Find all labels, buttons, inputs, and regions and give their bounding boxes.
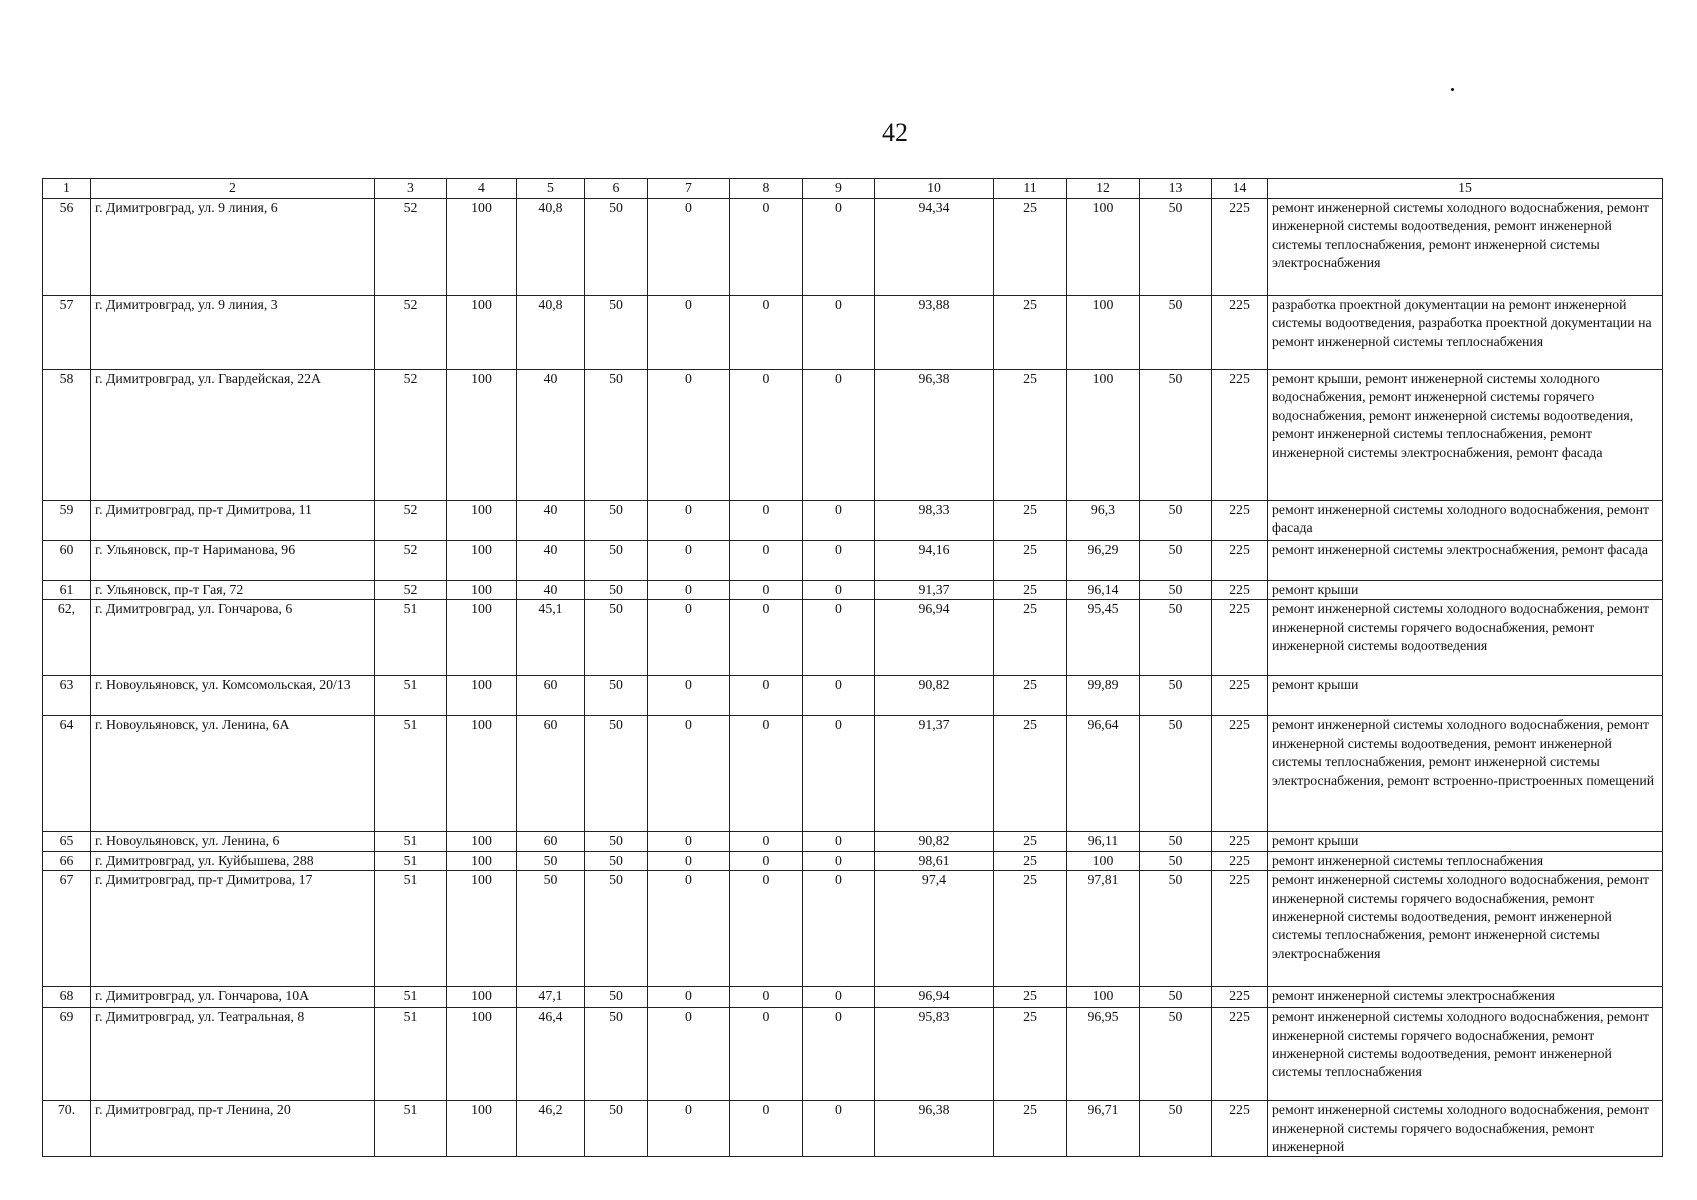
page-number: 42 — [882, 118, 908, 147]
value-cell-col-14: 225 — [1212, 581, 1268, 600]
value-cell-col-7: 0 — [648, 716, 730, 832]
value-cell-col-10: 96,94 — [875, 600, 994, 676]
value-cell-col-7: 0 — [648, 851, 730, 870]
row-number: 58 — [43, 370, 91, 501]
value-cell-col-14: 225 — [1212, 370, 1268, 501]
table-row — [43, 501, 1663, 541]
value-cell-col-13: 50 — [1140, 501, 1212, 541]
table-row — [43, 541, 1663, 581]
value-cell-col-3: 51 — [375, 716, 447, 832]
column-header: 9 — [803, 179, 875, 199]
value-cell-col-9: 0 — [803, 1101, 875, 1157]
work-description-cell: ремонт инженерной системы холодного водоснабжения, ремонт инженерной системы горячего водоснабжения, ремонт инженерной системы водоотведения, ремонт инженерной системы теплоснабжения, ремонт инженерной системы электроснабжения — [1268, 871, 1663, 987]
value-cell-col-14: 225 — [1212, 676, 1268, 716]
value-cell-col-4: 100 — [447, 716, 517, 832]
value-cell-col-5: 40,8 — [517, 296, 585, 370]
value-cell-col-9: 0 — [803, 851, 875, 870]
value-cell-col-9: 0 — [803, 581, 875, 600]
value-cell-col-7: 0 — [648, 832, 730, 851]
value-cell-col-11: 25 — [994, 1008, 1067, 1101]
table-row — [43, 987, 1663, 1008]
value-cell-col-13: 50 — [1140, 716, 1212, 832]
address-cell: г. Димитровград, пр-т Ленина, 20 — [91, 1101, 375, 1157]
value-cell-col-10: 96,38 — [875, 370, 994, 501]
value-cell-col-3: 51 — [375, 987, 447, 1008]
work-description-cell: ремонт крыши — [1268, 832, 1663, 851]
value-cell-col-8: 0 — [730, 851, 803, 870]
value-cell-col-5: 60 — [517, 832, 585, 851]
value-cell-col-12: 96,29 — [1067, 541, 1140, 581]
row-number: 56 — [43, 199, 91, 296]
value-cell-col-9: 0 — [803, 501, 875, 541]
value-cell-col-11: 25 — [994, 296, 1067, 370]
value-cell-col-6: 50 — [585, 832, 648, 851]
value-cell-col-13: 50 — [1140, 851, 1212, 870]
value-cell-col-11: 25 — [994, 987, 1067, 1008]
value-cell-col-10: 91,37 — [875, 581, 994, 600]
value-cell-col-8: 0 — [730, 716, 803, 832]
value-cell-col-6: 50 — [585, 676, 648, 716]
value-cell-col-8: 0 — [730, 600, 803, 676]
value-cell-col-9: 0 — [803, 871, 875, 987]
value-cell-col-3: 51 — [375, 676, 447, 716]
work-description-cell: ремонт крыши — [1268, 581, 1663, 600]
work-description-cell: ремонт инженерной системы холодного водоснабжения, ремонт инженерной системы горячего водоснабжения, ремонт инженерной системы водоотведения — [1268, 600, 1663, 676]
value-cell-col-9: 0 — [803, 676, 875, 716]
value-cell-col-6: 50 — [585, 600, 648, 676]
value-cell-col-7: 0 — [648, 199, 730, 296]
value-cell-col-7: 0 — [648, 676, 730, 716]
value-cell-col-3: 51 — [375, 1101, 447, 1157]
row-number: 69 — [43, 1008, 91, 1101]
value-cell-col-12: 96,71 — [1067, 1101, 1140, 1157]
value-cell-col-14: 225 — [1212, 851, 1268, 870]
value-cell-col-12: 96,3 — [1067, 501, 1140, 541]
value-cell-col-12: 95,45 — [1067, 600, 1140, 676]
value-cell-col-4: 100 — [447, 676, 517, 716]
table-row — [43, 851, 1663, 870]
value-cell-col-9: 0 — [803, 716, 875, 832]
value-cell-col-12: 100 — [1067, 851, 1140, 870]
table-row — [43, 716, 1663, 832]
value-cell-col-6: 50 — [585, 501, 648, 541]
column-header: 4 — [447, 179, 517, 199]
address-cell: г. Димитровград, ул. Гончарова, 10А — [91, 987, 375, 1008]
value-cell-col-6: 50 — [585, 871, 648, 987]
value-cell-col-6: 50 — [585, 851, 648, 870]
value-cell-col-5: 60 — [517, 676, 585, 716]
column-header: 5 — [517, 179, 585, 199]
value-cell-col-13: 50 — [1140, 987, 1212, 1008]
value-cell-col-7: 0 — [648, 501, 730, 541]
value-cell-col-14: 225 — [1212, 199, 1268, 296]
value-cell-col-10: 98,61 — [875, 851, 994, 870]
value-cell-col-10: 97,4 — [875, 871, 994, 987]
value-cell-col-9: 0 — [803, 600, 875, 676]
value-cell-col-10: 94,34 — [875, 199, 994, 296]
value-cell-col-4: 100 — [447, 1101, 517, 1157]
value-cell-col-12: 100 — [1067, 199, 1140, 296]
value-cell-col-7: 0 — [648, 370, 730, 501]
value-cell-col-12: 100 — [1067, 296, 1140, 370]
table-row — [43, 676, 1663, 716]
table-row — [43, 581, 1663, 600]
value-cell-col-5: 60 — [517, 716, 585, 832]
row-number: 60 — [43, 541, 91, 581]
row-number: 61 — [43, 581, 91, 600]
row-number: 63 — [43, 676, 91, 716]
address-cell: г. Новоульяновск, ул. Комсомольская, 20/13 — [91, 676, 375, 716]
scan-speck — [1451, 88, 1454, 91]
work-description-cell: ремонт инженерной системы электроснабжения — [1268, 987, 1663, 1008]
value-cell-col-3: 52 — [375, 199, 447, 296]
value-cell-col-10: 94,16 — [875, 541, 994, 581]
column-header: 1 — [43, 179, 91, 199]
table-row — [43, 1008, 1663, 1101]
value-cell-col-4: 100 — [447, 541, 517, 581]
column-header: 15 — [1268, 179, 1663, 199]
value-cell-col-4: 100 — [447, 987, 517, 1008]
value-cell-col-14: 225 — [1212, 716, 1268, 832]
row-number: 68 — [43, 987, 91, 1008]
table-row — [43, 832, 1663, 851]
value-cell-col-12: 96,14 — [1067, 581, 1140, 600]
value-cell-col-3: 51 — [375, 871, 447, 987]
value-cell-col-3: 52 — [375, 296, 447, 370]
value-cell-col-5: 45,1 — [517, 600, 585, 676]
value-cell-col-11: 25 — [994, 199, 1067, 296]
work-description-cell: ремонт инженерной системы холодного водоснабжения, ремонт инженерной системы водоотведения, ремонт инженерной системы теплоснабжения, ремонт инженерной системы электроснабжения, ремонт встроенно-пристроенных помещений — [1268, 716, 1663, 832]
value-cell-col-3: 51 — [375, 600, 447, 676]
value-cell-col-11: 25 — [994, 501, 1067, 541]
value-cell-col-6: 50 — [585, 296, 648, 370]
address-cell: г. Димитровград, ул. Гвардейская, 22А — [91, 370, 375, 501]
row-number: 59 — [43, 501, 91, 541]
value-cell-col-7: 0 — [648, 581, 730, 600]
value-cell-col-3: 52 — [375, 581, 447, 600]
value-cell-col-10: 96,94 — [875, 987, 994, 1008]
value-cell-col-8: 0 — [730, 676, 803, 716]
work-description-cell: ремонт крыши, ремонт инженерной системы холодного водоснабжения, ремонт инженерной системы горячего водоснабжения, ремонт инженерной системы водоотведения, ремонт инженерной системы теплоснабжения, ремонт инженерной системы электроснабжения, ремонт фасада — [1268, 370, 1663, 501]
value-cell-col-8: 0 — [730, 1008, 803, 1101]
column-header: 13 — [1140, 179, 1212, 199]
value-cell-col-12: 96,11 — [1067, 832, 1140, 851]
work-description-cell: ремонт инженерной системы холодного водоснабжения, ремонт фасада — [1268, 501, 1663, 541]
value-cell-col-8: 0 — [730, 987, 803, 1008]
table-row — [43, 871, 1663, 987]
value-cell-col-6: 50 — [585, 581, 648, 600]
value-cell-col-5: 40 — [517, 541, 585, 581]
value-cell-col-14: 225 — [1212, 1101, 1268, 1157]
value-cell-col-9: 0 — [803, 541, 875, 581]
repair-program-table — [42, 178, 1663, 1157]
value-cell-col-13: 50 — [1140, 676, 1212, 716]
value-cell-col-14: 225 — [1212, 871, 1268, 987]
column-header: 6 — [585, 179, 648, 199]
header-row — [43, 179, 1663, 199]
value-cell-col-3: 51 — [375, 1008, 447, 1101]
value-cell-col-6: 50 — [585, 1008, 648, 1101]
address-cell: г. Новоульяновск, ул. Ленина, 6А — [91, 716, 375, 832]
address-cell: г. Димитровград, ул. 9 линия, 3 — [91, 296, 375, 370]
address-cell: г. Ульяновск, пр-т Гая, 72 — [91, 581, 375, 600]
column-header: 12 — [1067, 179, 1140, 199]
column-header: 10 — [875, 179, 994, 199]
row-number: 66 — [43, 851, 91, 870]
address-cell: г. Димитровград, ул. 9 линия, 6 — [91, 199, 375, 296]
value-cell-col-5: 46,2 — [517, 1101, 585, 1157]
value-cell-col-13: 50 — [1140, 1008, 1212, 1101]
value-cell-col-14: 225 — [1212, 987, 1268, 1008]
table-row — [43, 600, 1663, 676]
value-cell-col-11: 25 — [994, 851, 1067, 870]
address-cell: г. Димитровград, пр-т Димитрова, 11 — [91, 501, 375, 541]
value-cell-col-13: 50 — [1140, 370, 1212, 501]
table-row — [43, 296, 1663, 370]
value-cell-col-13: 50 — [1140, 296, 1212, 370]
value-cell-col-8: 0 — [730, 1101, 803, 1157]
value-cell-col-9: 0 — [803, 1008, 875, 1101]
table-row — [43, 1101, 1663, 1157]
value-cell-col-5: 47,1 — [517, 987, 585, 1008]
value-cell-col-3: 52 — [375, 370, 447, 501]
table-body — [43, 199, 1663, 1157]
value-cell-col-14: 225 — [1212, 296, 1268, 370]
work-description-cell: ремонт инженерной системы теплоснабжения — [1268, 851, 1663, 870]
row-number: 57 — [43, 296, 91, 370]
table-row — [43, 370, 1663, 501]
value-cell-col-10: 95,83 — [875, 1008, 994, 1101]
value-cell-col-4: 100 — [447, 501, 517, 541]
value-cell-col-6: 50 — [585, 541, 648, 581]
value-cell-col-6: 50 — [585, 1101, 648, 1157]
value-cell-col-7: 0 — [648, 1008, 730, 1101]
value-cell-col-11: 25 — [994, 600, 1067, 676]
value-cell-col-13: 50 — [1140, 871, 1212, 987]
value-cell-col-13: 50 — [1140, 832, 1212, 851]
value-cell-col-8: 0 — [730, 541, 803, 581]
value-cell-col-6: 50 — [585, 716, 648, 832]
column-header: 11 — [994, 179, 1067, 199]
value-cell-col-3: 52 — [375, 541, 447, 581]
value-cell-col-6: 50 — [585, 199, 648, 296]
value-cell-col-10: 91,37 — [875, 716, 994, 832]
value-cell-col-5: 40 — [517, 370, 585, 501]
value-cell-col-5: 40 — [517, 501, 585, 541]
value-cell-col-11: 25 — [994, 541, 1067, 581]
value-cell-col-8: 0 — [730, 296, 803, 370]
row-number: 64 — [43, 716, 91, 832]
value-cell-col-12: 97,81 — [1067, 871, 1140, 987]
value-cell-col-11: 25 — [994, 581, 1067, 600]
column-header: 2 — [91, 179, 375, 199]
value-cell-col-14: 225 — [1212, 832, 1268, 851]
value-cell-col-5: 50 — [517, 871, 585, 987]
value-cell-col-8: 0 — [730, 832, 803, 851]
row-number: 65 — [43, 832, 91, 851]
value-cell-col-3: 51 — [375, 851, 447, 870]
value-cell-col-13: 50 — [1140, 600, 1212, 676]
value-cell-col-12: 99,89 — [1067, 676, 1140, 716]
value-cell-col-4: 100 — [447, 851, 517, 870]
table-row — [43, 199, 1663, 296]
value-cell-col-7: 0 — [648, 987, 730, 1008]
value-cell-col-9: 0 — [803, 832, 875, 851]
value-cell-col-9: 0 — [803, 199, 875, 296]
value-cell-col-10: 93,88 — [875, 296, 994, 370]
row-number: 70. — [43, 1101, 91, 1157]
value-cell-col-14: 225 — [1212, 541, 1268, 581]
value-cell-col-6: 50 — [585, 370, 648, 501]
row-number: 67 — [43, 871, 91, 987]
value-cell-col-8: 0 — [730, 199, 803, 296]
value-cell-col-3: 51 — [375, 832, 447, 851]
value-cell-col-8: 0 — [730, 501, 803, 541]
column-header: 8 — [730, 179, 803, 199]
value-cell-col-6: 50 — [585, 987, 648, 1008]
address-cell: г. Ульяновск, пр-т Нариманова, 96 — [91, 541, 375, 581]
value-cell-col-4: 100 — [447, 370, 517, 501]
value-cell-col-4: 100 — [447, 871, 517, 987]
value-cell-col-3: 52 — [375, 501, 447, 541]
value-cell-col-11: 25 — [994, 832, 1067, 851]
value-cell-col-9: 0 — [803, 296, 875, 370]
column-header: 7 — [648, 179, 730, 199]
value-cell-col-7: 0 — [648, 1101, 730, 1157]
value-cell-col-14: 225 — [1212, 600, 1268, 676]
value-cell-col-4: 100 — [447, 199, 517, 296]
address-cell: г. Димитровград, ул. Куйбышева, 288 — [91, 851, 375, 870]
row-number: 62, — [43, 600, 91, 676]
work-description-cell: ремонт инженерной системы холодного водоснабжения, ремонт инженерной системы водоотведения, ремонт инженерной системы теплоснабжения, ремонт инженерной системы электроснабжения — [1268, 199, 1663, 296]
work-description-cell: ремонт инженерной системы холодного водоснабжения, ремонт инженерной системы горячего водоснабжения, ремонт инженерной системы водоотведения, ремонт инженерной системы теплоснабжения — [1268, 1008, 1663, 1101]
value-cell-col-4: 100 — [447, 296, 517, 370]
address-cell: г. Димитровград, ул. Гончарова, 6 — [91, 600, 375, 676]
address-cell: г. Димитровград, пр-т Димитрова, 17 — [91, 871, 375, 987]
value-cell-col-11: 25 — [994, 716, 1067, 832]
value-cell-col-5: 40 — [517, 581, 585, 600]
value-cell-col-7: 0 — [648, 871, 730, 987]
work-description-cell: ремонт крыши — [1268, 676, 1663, 716]
value-cell-col-11: 25 — [994, 1101, 1067, 1157]
value-cell-col-11: 25 — [994, 871, 1067, 987]
value-cell-col-10: 96,38 — [875, 1101, 994, 1157]
work-description-cell: разработка проектной документации на ремонт инженерной системы водоотведения, разработка проектной документации на ремонт инженерной системы теплоснабжения — [1268, 296, 1663, 370]
value-cell-col-8: 0 — [730, 370, 803, 501]
value-cell-col-8: 0 — [730, 581, 803, 600]
address-cell: г. Димитровград, ул. Театральная, 8 — [91, 1008, 375, 1101]
value-cell-col-10: 90,82 — [875, 676, 994, 716]
value-cell-col-13: 50 — [1140, 199, 1212, 296]
value-cell-col-13: 50 — [1140, 541, 1212, 581]
address-cell: г. Новоульяновск, ул. Ленина, 6 — [91, 832, 375, 851]
value-cell-col-5: 50 — [517, 851, 585, 870]
value-cell-col-13: 50 — [1140, 1101, 1212, 1157]
value-cell-col-11: 25 — [994, 676, 1067, 716]
value-cell-col-4: 100 — [447, 600, 517, 676]
value-cell-col-5: 46,4 — [517, 1008, 585, 1101]
work-description-cell: ремонт инженерной системы холодного водоснабжения, ремонт инженерной системы горячего водоснабжения, ремонт инженерной — [1268, 1101, 1663, 1157]
value-cell-col-8: 0 — [730, 871, 803, 987]
value-cell-col-7: 0 — [648, 541, 730, 581]
value-cell-col-13: 50 — [1140, 581, 1212, 600]
value-cell-col-12: 96,95 — [1067, 1008, 1140, 1101]
value-cell-col-7: 0 — [648, 296, 730, 370]
value-cell-col-4: 100 — [447, 1008, 517, 1101]
value-cell-col-12: 100 — [1067, 987, 1140, 1008]
value-cell-col-12: 96,64 — [1067, 716, 1140, 832]
value-cell-col-4: 100 — [447, 581, 517, 600]
value-cell-col-14: 225 — [1212, 1008, 1268, 1101]
column-header: 3 — [375, 179, 447, 199]
value-cell-col-12: 100 — [1067, 370, 1140, 501]
value-cell-col-4: 100 — [447, 832, 517, 851]
value-cell-col-7: 0 — [648, 600, 730, 676]
value-cell-col-10: 98,33 — [875, 501, 994, 541]
value-cell-col-14: 225 — [1212, 501, 1268, 541]
column-header: 14 — [1212, 179, 1268, 199]
value-cell-col-11: 25 — [994, 370, 1067, 501]
value-cell-col-9: 0 — [803, 987, 875, 1008]
value-cell-col-10: 90,82 — [875, 832, 994, 851]
value-cell-col-5: 40,8 — [517, 199, 585, 296]
work-description-cell: ремонт инженерной системы электроснабжения, ремонт фасада — [1268, 541, 1663, 581]
value-cell-col-9: 0 — [803, 370, 875, 501]
